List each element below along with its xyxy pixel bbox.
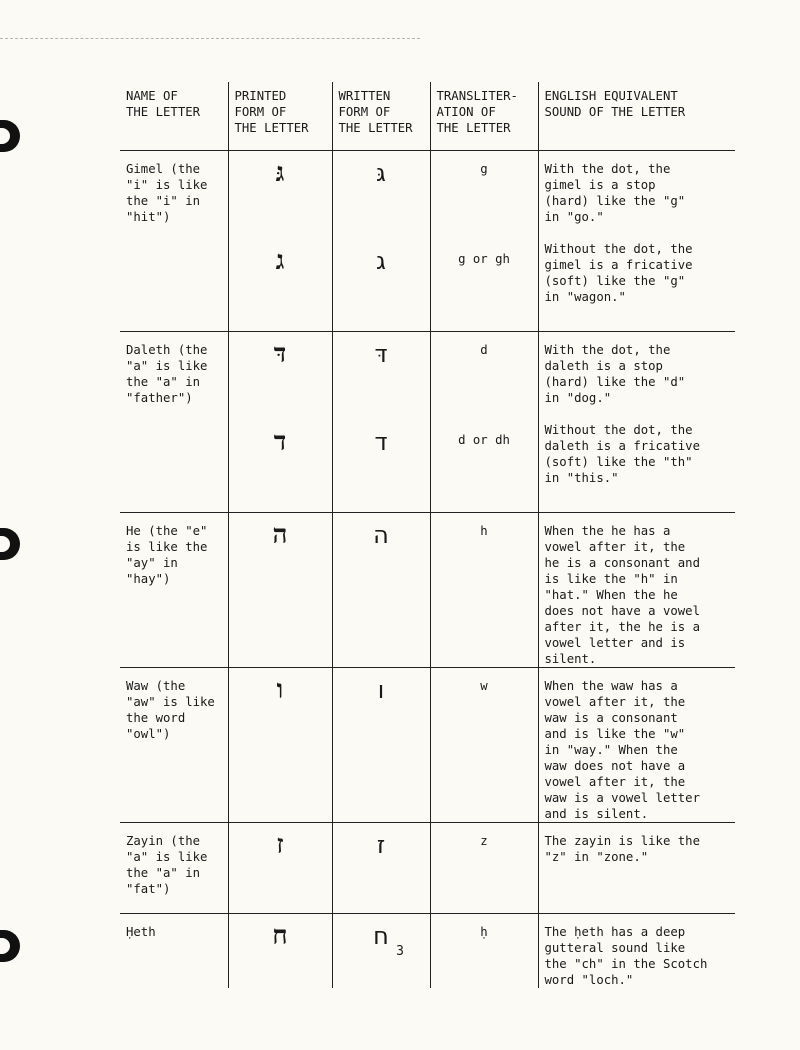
printed-form-cell: [228, 332, 332, 513]
transliteration-cell: [430, 513, 538, 668]
written-form-cell: [332, 332, 430, 513]
printed-form-cell: [228, 151, 332, 332]
table-row-he: [120, 513, 735, 668]
transliteration: h: [480, 524, 488, 538]
written-glyph: גּ: [376, 159, 386, 187]
hebrew-letter-table: [120, 82, 735, 988]
written-form-cell: [332, 668, 430, 823]
table-row-gimel: [120, 151, 735, 332]
english-sound-text: With the dot, the daleth is a stop (hard) like the "d" in "dog.": [544, 343, 686, 405]
printed-glyph: דּ: [273, 339, 287, 369]
english-sound-cell: [538, 151, 735, 332]
letter-name: He (the "e" is like the "ay" in "hay"): [120, 513, 228, 668]
header-letter-name: NAME OF THE LETTER: [120, 82, 228, 151]
table-header-row: [120, 82, 735, 151]
header-transliteration: TRANSLITER- ATION OF THE LETTER: [430, 82, 538, 151]
english-sound-text: The ḥeth has a deep gutteral sound like the "ch" in the Scotch word "loch.": [544, 925, 708, 987]
letter-table-page: [120, 82, 735, 988]
transliteration: w: [480, 679, 488, 693]
table-row-zayin: [120, 823, 735, 914]
written-glyph: דּ: [374, 340, 388, 368]
binder-hole-top: [0, 120, 20, 152]
english-sound-text: With the dot, the gimel is a stop (hard) like the "g" in "go.": [544, 162, 686, 224]
english-sound-cell: [538, 332, 735, 513]
header-written-form: WRITTEN FORM OF THE LETTER: [332, 82, 430, 151]
english-sound-text: Without the dot, the gimel is a fricative (soft) like the "g" in "wagon.": [544, 242, 693, 304]
transliteration: g or gh: [458, 252, 510, 266]
written-glyph: ח: [373, 922, 389, 950]
letter-name: Zayin (the "a" is like the "a" in "fat"): [120, 823, 228, 914]
printed-glyph: ו: [276, 675, 284, 705]
letter-name: Ḥeth: [126, 925, 156, 939]
written-glyph: ז: [376, 831, 386, 859]
table-row-daleth: [120, 332, 735, 513]
printed-glyph: ח: [272, 921, 288, 951]
written-glyph: ה: [373, 521, 389, 549]
transliteration-cell: [430, 151, 538, 332]
letter-name: Gimel (the "i" is like the "i" in "hit"): [120, 151, 228, 332]
scan-edge-mark: [0, 38, 420, 39]
written-glyph: ד: [374, 428, 388, 456]
printed-form-cell: [228, 823, 332, 914]
letter-name: Daleth (the "a" is like the "a" in "father"): [120, 332, 228, 513]
written-glyph: ו: [377, 676, 385, 704]
printed-glyph: גּ: [275, 158, 285, 188]
written-glyph: ג: [376, 247, 386, 275]
letter-name: Waw (the "aw" is like the word "owl"): [120, 668, 228, 823]
english-sound-text: The zayin is like the "z" in "zone.": [544, 834, 700, 864]
english-sound-text: When the waw has a vowel after it, the waw is a consonant and is like the "w" in "way." When the waw does not have a vowel after it, the waw is a vowel letter and is silent.: [544, 679, 700, 821]
printed-form-cell: [228, 668, 332, 823]
transliteration-cell: [430, 823, 538, 914]
english-sound-cell: [538, 668, 735, 823]
printed-form-cell: [228, 513, 332, 668]
page-number: 3: [396, 944, 404, 959]
transliteration: ḥ: [480, 925, 488, 939]
written-form-cell: [332, 151, 430, 332]
transliteration: d or dh: [458, 433, 510, 447]
header-printed-form: PRINTED FORM OF THE LETTER: [228, 82, 332, 151]
transliteration: g: [480, 162, 488, 176]
header-english-sound: ENGLISH EQUIVALENT SOUND OF THE LETTER: [538, 82, 735, 151]
written-form-cell: [332, 823, 430, 914]
transliteration: z: [480, 834, 488, 848]
written-form-cell: [332, 513, 430, 668]
english-sound-cell: [538, 823, 735, 914]
english-sound-text: Without the dot, the daleth is a fricative (soft) like the "th" in "this.": [544, 423, 700, 485]
printed-glyph: ז: [276, 830, 284, 860]
printed-glyph: ד: [273, 427, 287, 457]
english-sound-cell: [538, 513, 735, 668]
printed-glyph: ה: [272, 520, 288, 550]
printed-glyph: ג: [275, 246, 285, 276]
english-sound-text: When the he has a vowel after it, the he is a consonant and is like the "h" in "hat." When the he does not have a vowel after it, the he is a vowel letter and is silent.: [544, 524, 700, 666]
table-row-waw: [120, 668, 735, 823]
binder-hole-middle: [0, 528, 20, 560]
transliteration-cell: [430, 668, 538, 823]
transliteration: d: [480, 343, 488, 357]
transliteration-cell: [430, 332, 538, 513]
